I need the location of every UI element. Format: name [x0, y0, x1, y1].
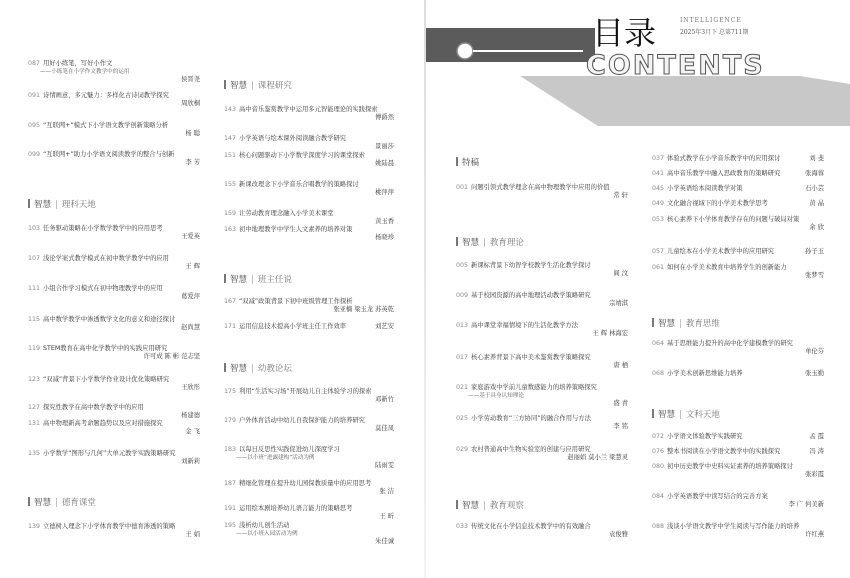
section-header: 智慧 | 教育理论: [456, 237, 524, 248]
toc-entry[interactable]: 191 运用绘本剧培养幼儿语言能力的策略思考 王 昕: [224, 505, 394, 520]
toc-entry[interactable]: 053 核心素养下小学体育教学存在的问题与破局对策 余 欣: [652, 216, 824, 231]
toc-entry-author: 石小芸: [805, 185, 824, 192]
dark-band: [424, 28, 595, 62]
toc-entry[interactable]: 127 探究性教学在高中数学教学中的应用 杨建德: [28, 404, 200, 419]
toc-entry[interactable]: 163 初中地理教学中学生人文素养的培养对策 杨晓珍: [224, 226, 394, 241]
toc-entry[interactable]: 091 诗情画意，多元魅力：多样化古诗词教学探究 周欣桐: [28, 92, 200, 107]
toc-entry[interactable]: 099 “互联网+”助力小学语文阅读教学的整合与创新 李 芳: [28, 151, 200, 166]
toc-entry[interactable]: 033 传统文化在小学信息技术教学中的有效融合 袁俊雅: [456, 523, 628, 538]
toc-entry[interactable]: 147 小学英语与绘本课外阅读融合教学研究 景丽莎: [224, 135, 394, 150]
toc-entry[interactable]: 025 小学劳动教育“三方协同”的融合作用与方法 李 铭: [456, 415, 628, 430]
toc-entry[interactable]: 049 文化融合视域下的小学美术教学思考: [652, 200, 768, 207]
toc-entry[interactable]: 123 “双减”背景下小学数学作业设计优化策略研究 王欣彤: [28, 376, 200, 391]
page-gutter: [424, 0, 426, 578]
toc-entry-author: 孙子玉: [805, 248, 824, 255]
toc-entry-author: 冯 涛: [809, 448, 824, 455]
toc-entry[interactable]: 057 儿童绘本在小学美术教学中的应用研究: [652, 248, 775, 255]
toc-entry[interactable]: 041 高中音乐教学中融入思政教育的策略研究: [652, 170, 781, 177]
toc-entry[interactable]: 131 高中物理新高考命题趋势以及应对措施探究 金 飞: [28, 420, 200, 435]
toc-entry[interactable]: 064 基于思维能力提升的高中化学建模教学的研究 单伦芬: [652, 340, 824, 355]
toc-entry[interactable]: 155 新课改理念下小学音乐合唱教学的策略探讨 桃萍萍: [224, 181, 394, 196]
section-header: 智慧 | 教育思维: [652, 318, 720, 329]
toc-entry[interactable]: 001 问题引领式教学理念在高中物理教学中应用的价值 常 轩: [456, 184, 628, 199]
toc-entry[interactable]: 021 家庭游戏中学前儿童数感能力的培养策略探究 ——基于具身认知理论 盛 青: [456, 384, 628, 407]
toc-entry[interactable]: 029 农村普通高中生物实验室的创建与应用研究 赵丽娟 莫小兰 梁慧灵: [456, 446, 628, 461]
toc-entry[interactable]: 159 让劳动教育理念融入小学美术课堂 黄玉香: [224, 210, 394, 225]
section-header: 特稿: [456, 157, 479, 168]
toc-entry[interactable]: 107 浅论学案式教学模式在初中数学教学中的应用 王 辉: [28, 255, 200, 270]
toc-entry[interactable]: 088 浅谈小学语文教学中学生阅读与写作能力的培养 许红燕: [652, 523, 824, 538]
toc-entry[interactable]: 183 以每日反思性实践促进幼儿深度学习 ——以小班“进露建构”活动为例: [224, 446, 340, 461]
section-header: 智慧 | 幼教论坛: [224, 363, 292, 374]
toc-entry[interactable]: 045 小学英语绘本阅读教学对策: [652, 185, 743, 192]
toc-entry[interactable]: 072 小学语文体验教学实践研究: [652, 433, 743, 440]
contents-banner: CONTENTS: [586, 50, 765, 81]
toc-entry[interactable]: 171 运用信息技术提高小学班主任工作效率: [224, 323, 347, 330]
toc-entry[interactable]: 095 “互联网+”模式下小学语文教学创新策略分析 杨 聪: [28, 122, 200, 137]
toc-entry[interactable]: 005 新课标背景下幼智学校教学生活化教学探讨 阎 汶: [456, 262, 628, 277]
page-title: 目录: [592, 14, 657, 52]
toc-entry[interactable]: 175 利用“生活实习场”开展幼儿自主体验学习的探索 邓新竹: [224, 388, 394, 403]
toc-entry[interactable]: 103 任务驱动策略在小学数学教学中的应用思考 王爱英: [28, 225, 200, 240]
toc-entry[interactable]: 009 基于校园资源的高中地理活动教学策略研究 宗靖淇: [456, 292, 628, 307]
toc-entry[interactable]: 151 核心问题驱动下小学数学深度学习的课堂探索 姚陆晨: [224, 152, 394, 167]
toc-entry[interactable]: 135 小学数学“图形与几何”大单元教学实践策略研究 刘新莉: [28, 450, 200, 465]
toc-entry-author: 张玉勤: [805, 370, 824, 377]
light-band: [520, 76, 850, 126]
toc-entry[interactable]: 195 浅析幼儿创生活动 ——以小班入园活动为例: [224, 522, 298, 537]
toc-entry[interactable]: 076 整本书阅读在小学语文教学中的实践探究: [652, 448, 781, 455]
section-header: 智慧 | 课程研究: [224, 80, 292, 91]
toc-entry-author: 朱佳诚: [375, 538, 394, 545]
toc-entry[interactable]: 017 核心素养背景下高中美术鉴赏教学策略探究 唐 栖: [456, 354, 628, 369]
toc-entry[interactable]: 061 如何在小学美术教育中培养学生的创新能力 张梦雪: [652, 264, 824, 279]
toc-entry[interactable]: 179 户外体育活动中幼儿自我保护能力的培养研究 莫佳凤: [224, 417, 394, 432]
title-english: INTELLIGENCE: [680, 17, 742, 24]
toc-entry[interactable]: 115 高中数学教学中渗透数学文化的意义和途径探讨 赵尚慧: [28, 316, 200, 331]
toc-entry[interactable]: 139 立德树人理念下小学体育教学中德育渗透的策略 王 娟: [28, 523, 200, 538]
toc-entry[interactable]: 087 用好小练笔，写好小作文 ——小练笔在小学作文教学中的运用 侯晋尧: [28, 60, 200, 83]
toc-entry[interactable]: 143 高中音乐鉴赏教学中运用多元智能理论的实践探索 傅爵然: [224, 106, 394, 121]
toc-entry-author: 刘艺安: [375, 323, 394, 330]
section-header: 智慧 | 文科天地: [652, 409, 720, 420]
section-header: 智慧 | 教育观察: [456, 500, 524, 511]
toc-entry[interactable]: 167 “双减”政策背景下初中班级管理工作探析 张亚楠 梁玉龙 苏英乾: [224, 298, 394, 313]
toc-entry-author: 刘 斐: [809, 155, 824, 162]
toc-entry[interactable]: 068 小学美术创新思维能力培养: [652, 370, 743, 377]
toc-entry[interactable]: 037 体验式教学在小学音乐教学中的应用探讨: [652, 155, 781, 162]
section-header: 智慧 | 理科天地: [28, 199, 96, 210]
lens-icon: [457, 43, 473, 59]
toc-entry[interactable]: 111 小组合作学习模式在初中物理教学中的应用 葛爱萍: [28, 285, 200, 300]
issue-number: 2025年3月下 总第711期: [680, 29, 749, 36]
toc-entry[interactable]: 187 精细化管理在提升幼儿园保教质量中的应用思考 张 洁: [224, 480, 394, 495]
toc-entry[interactable]: 080 初中历史教学中史料实证素养的培养策略探讨 张彩霞: [652, 463, 824, 478]
toc-entry-author: 张海蓉: [805, 170, 824, 177]
toc-entry[interactable]: 013 高中课堂幸福情境下的生活化教学方法 王 辉 林海宏: [456, 322, 628, 337]
section-header: 智慧 | 班主任说: [224, 274, 292, 285]
toc-entry-author: 黄 晶: [809, 200, 824, 207]
toc-entry-author: 孟 霞: [809, 433, 824, 440]
toc-entry[interactable]: 119 STEM教育在高中化学教学中的实践应用研究 许可成 陈 彬 范志坚: [28, 345, 200, 360]
toc-entry-author: 陆雨雯: [375, 462, 394, 469]
toc-entry[interactable]: 084 小学英语教学中读写结合的完善方案 李 广 何美新: [652, 493, 824, 508]
section-header: 智慧 | 德育课堂: [28, 497, 96, 508]
